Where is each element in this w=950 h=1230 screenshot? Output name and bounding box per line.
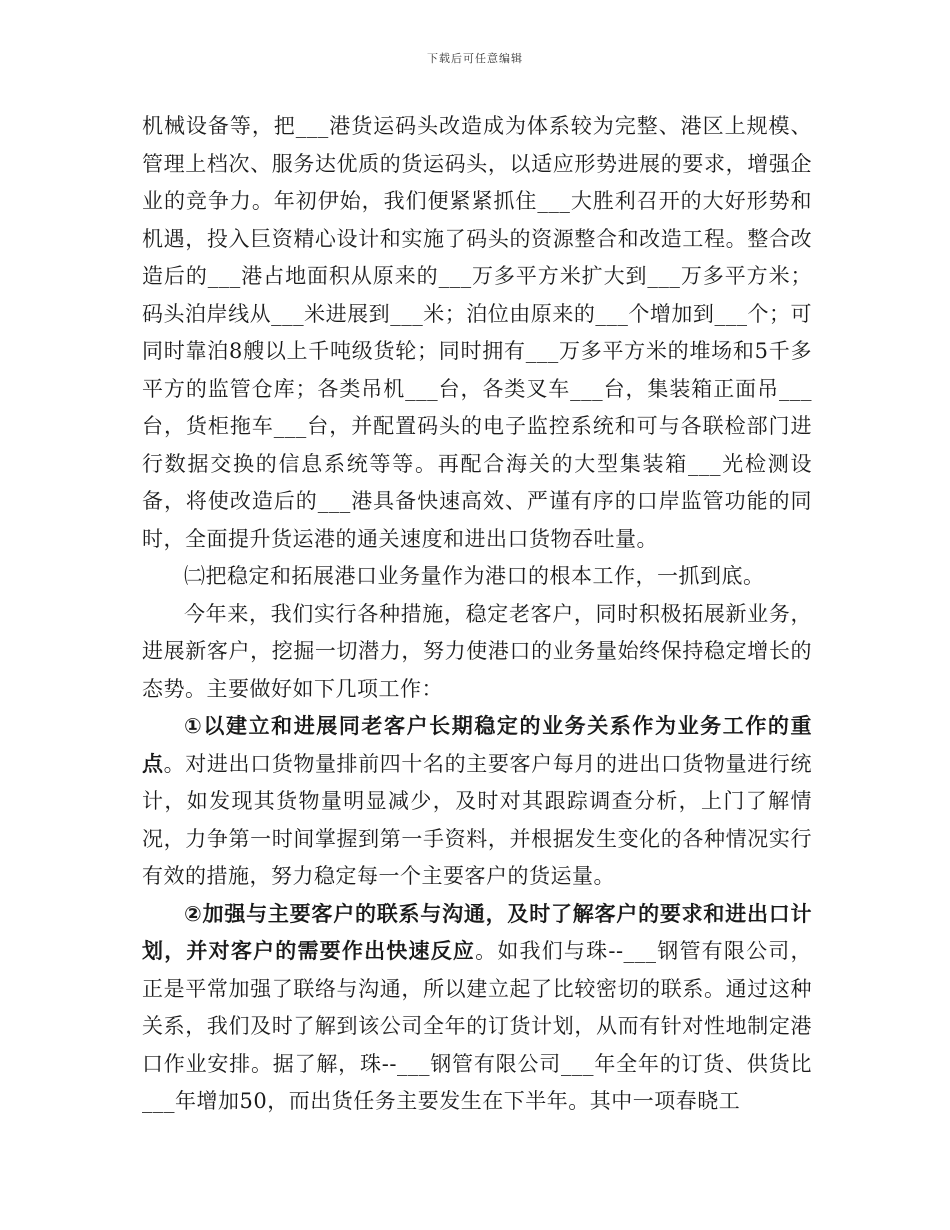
item-1-text: 。对进出口货物量排前四十名的主要客户每月的进出口货物量进行统计，如发现其货物量明显减少，及时对其跟踪调查分析，上门了解情况，力争第一时间掌握到第一手资料，并根据发生变化的各种情况实行有效的措施，努力稳定每一个主要客户的货运量。 [142,751,813,888]
paragraph-item-1 [142,708,812,896]
paragraph-port-renovation: 机械设备等，把___港货运码头改造成为体系较为完整、港区上规模、管理上档次、服务达优质的货运码头，以适应形势进展的要求，增强企业的竞争力。年初伊始，我们便紧紧抓住___大胜利召开的大好形势和机遇，投入巨资精心设计和实施了码头的资源整合和改造工程。整合改造后的___港占地面积从原来的___万多平方米扩大到___万多平方米；码头泊岸线从___米进展到___米；泊位由原来的___个增加到___个；可同时靠泊8艘以上千吨级货轮；同时拥有___万多平方米的堆场和5千多平方的监管仓库；各类吊机___台，各类叉车___台，集装箱正面吊___台，货柜拖车___台，并配置码头的电子监控系统和可与各联检部门进行数据交换的信息系统等等。再配合海关的大型集装箱___光检测设备，将使改造后的___港具备快速高效、严谨有序的口岸监管功能的同时，全面提升货运港的通关速度和进出口货物吞吐量。 [142,114,812,551]
paragraph-item-2 [142,896,812,1121]
item-2-heading: ②加强与主要客户的联系与沟通，及时了解客户的要求和进出口计划，并对客户的需要作出快速反应 [142,901,812,963]
item-1-heading: ①以建立和进展同老客户长期稳定的业务关系作为业务工作的重点 [142,714,812,776]
document-body [142,108,812,1121]
paragraph-measures-intro: 今年来，我们实行各种措施，稳定老客户，同时积极拓展新业务，进展新客户，挖掘一切潜力，努力使港口的业务量始终保持稳定增长的态势。主要做好如下几项工作： [142,601,812,701]
section-heading-business-volume: ㈡把稳定和拓展港口业务量作为港口的根本工作，一抓到底。 [184,564,765,588]
item-2-text: 。如我们与珠--___钢管有限公司，正是平常加强了联络与沟通，所以建立起了比较密切的联系。通过这种关系，我们及时了解到该公司全年的订货计划，从而有针对性地制定港口作业安排。据了解，珠--___钢管有限公司___年全年的订货、供货比___年增加50，而出货任务主要发生在下半年。其中一项春晓工 [142,939,812,1113]
page-header: 下载后可任意编辑 [427,52,523,65]
